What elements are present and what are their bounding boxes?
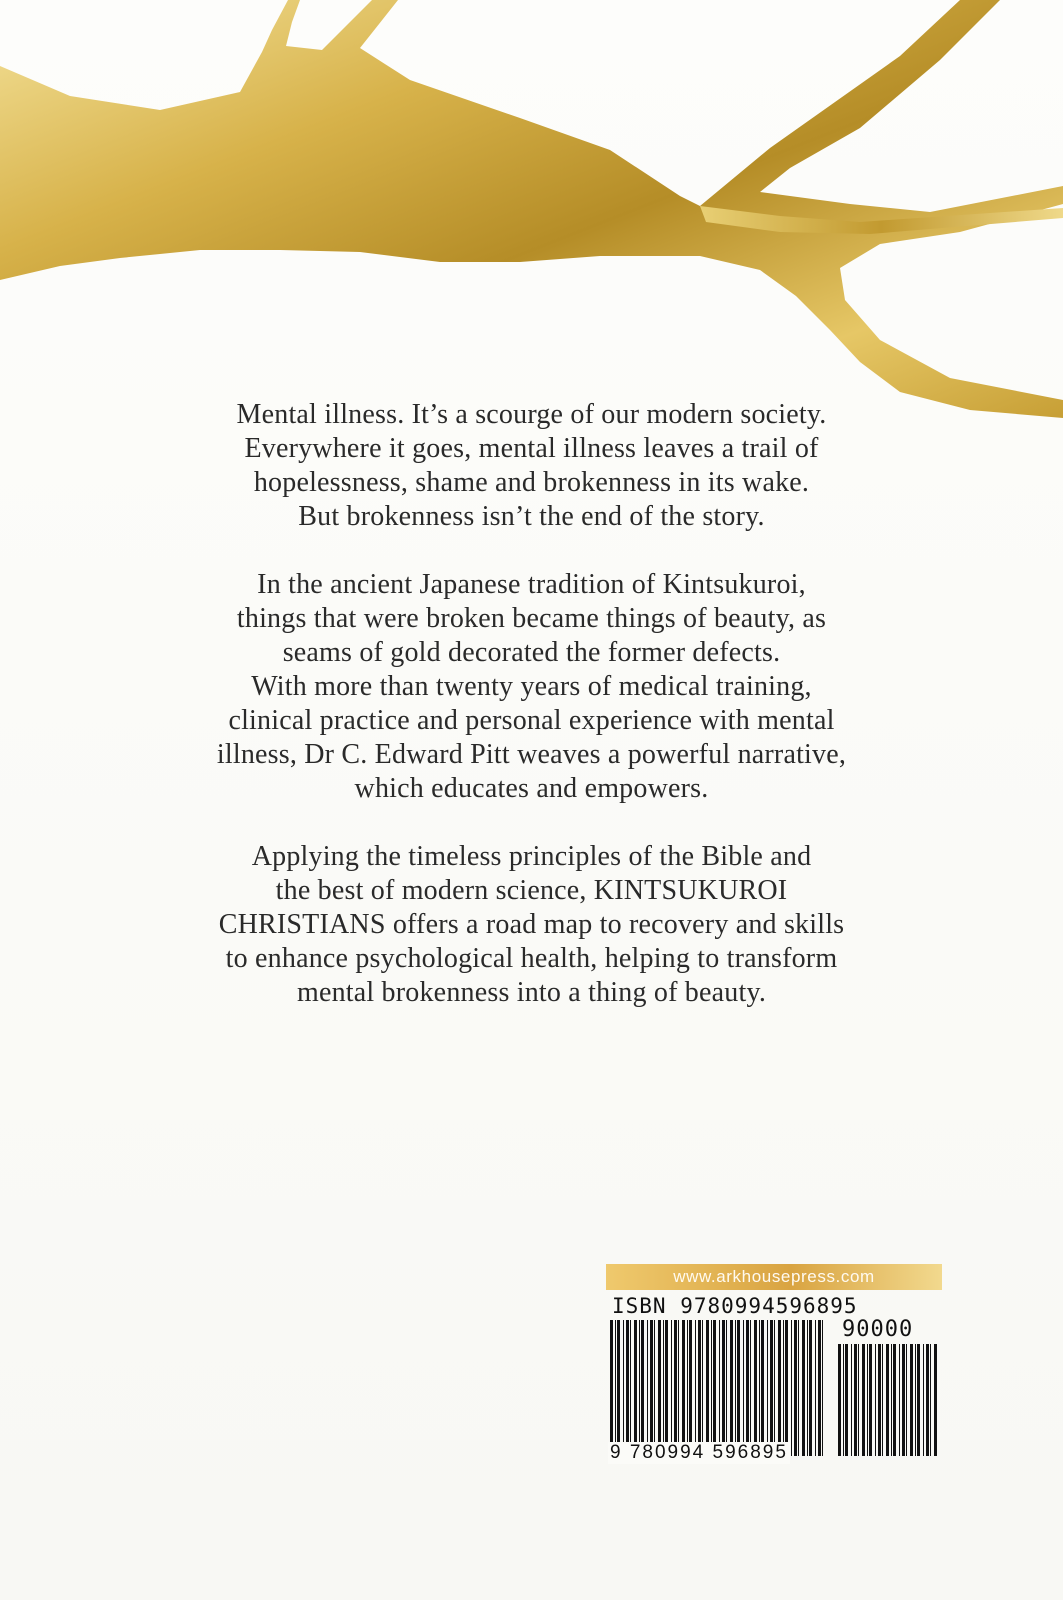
barcode-bar	[682, 1320, 685, 1456]
blurb-line: hopelessness, shame and brokenness in its wake.	[253, 467, 810, 498]
barcode-bar	[822, 1320, 823, 1456]
blurb-paragraph-1	[120, 398, 943, 534]
barcode-bar	[854, 1344, 857, 1456]
barcode-bar	[843, 1344, 844, 1456]
barcode-bar	[743, 1320, 744, 1456]
barcode-bar	[767, 1320, 768, 1456]
barcode-bar	[862, 1344, 865, 1456]
barcode-bar	[678, 1320, 679, 1456]
barcode-bar	[687, 1320, 688, 1456]
barcode-bar	[934, 1344, 937, 1456]
barcode-bar	[722, 1320, 725, 1456]
back-cover-blurb	[120, 398, 943, 1044]
barcode-bar	[910, 1344, 913, 1456]
barcode-bar	[698, 1320, 701, 1456]
isbn-barcode-block	[606, 1264, 942, 1484]
barcode-bar	[634, 1320, 637, 1456]
barcode-bar	[617, 1320, 620, 1456]
barcode-bar	[802, 1320, 805, 1456]
barcode-bar	[783, 1320, 784, 1456]
barcode-bar	[869, 1344, 872, 1456]
barcode-bar	[630, 1320, 631, 1456]
barcode-bar	[695, 1320, 696, 1456]
barcode-bar	[719, 1320, 720, 1456]
blurb-line: In the ancient Japanese tradition of Kintsukuroi,	[257, 569, 806, 600]
barcode-bar	[926, 1344, 929, 1456]
barcode-digits: 9 780994 596895	[610, 1442, 788, 1463]
barcode-bar	[737, 1320, 740, 1456]
blurb-line: to enhance psychological health, helping to transform	[225, 943, 838, 974]
publisher-url: www.arkhousepress.com	[606, 1264, 942, 1290]
blurb-line: seams of gold decorated the former defects.	[282, 637, 781, 668]
barcode-bar	[761, 1320, 764, 1456]
barcode-bar	[882, 1344, 883, 1456]
barcode-bar	[845, 1344, 848, 1456]
barcode-bar	[658, 1320, 661, 1456]
barcode-bar	[867, 1344, 868, 1456]
gold-seam-main	[0, 0, 1063, 418]
blurb-line: which educates and empowers.	[354, 773, 709, 804]
barcode-bar	[778, 1320, 781, 1456]
barcode-bar	[838, 1344, 841, 1456]
barcode-bar	[878, 1344, 881, 1456]
barcode-bar	[735, 1320, 736, 1456]
barcode-bar	[930, 1344, 931, 1456]
barcode-bar	[791, 1320, 792, 1456]
isbn-label: ISBN 9780994596895	[612, 1294, 858, 1318]
barcode-bar	[641, 1320, 644, 1456]
barcode-bar	[754, 1320, 757, 1456]
barcode-bar	[906, 1344, 907, 1456]
barcode-bar	[851, 1344, 852, 1456]
blurb-line: But brokenness isn’t the end of the story.	[298, 501, 765, 532]
barcode-bar	[923, 1344, 924, 1456]
barcode-bar	[626, 1320, 629, 1456]
blurb-line: CHRISTIANS offers a road map to recovery and skills	[218, 909, 845, 940]
barcode-bar	[917, 1344, 920, 1456]
barcode-bar	[647, 1320, 648, 1456]
barcode-bar	[774, 1320, 775, 1456]
blurb-line: Everywhere it goes, mental illness leaves a trail of	[244, 433, 819, 464]
barcode-bar	[615, 1320, 616, 1456]
blurb-paragraph-3	[120, 840, 943, 1010]
barcode-bar	[858, 1344, 859, 1456]
blurb-line: With more than twenty years of medical training,	[251, 671, 812, 702]
barcode-bar	[730, 1320, 733, 1456]
barcode-bar	[711, 1320, 712, 1456]
blurb-line: Applying the timeless principles of the Bible and	[251, 841, 812, 872]
barcode-bar	[794, 1320, 797, 1456]
barcode-bar	[689, 1320, 692, 1456]
blurb-line: the best of modern science, KINTSUKUROI	[275, 875, 788, 906]
barcode-bar	[815, 1320, 816, 1456]
barcode-bar	[654, 1320, 655, 1456]
barcode-bar	[899, 1344, 900, 1456]
barcode-bar	[610, 1320, 613, 1456]
blurb-line: clinical practice and personal experience with mental	[228, 705, 835, 736]
barcode-bar	[750, 1320, 751, 1456]
barcode-bar	[875, 1344, 876, 1456]
barcode-bar	[674, 1320, 677, 1456]
barcode-bar	[623, 1320, 624, 1456]
blurb-line: Mental illness. It’s a scourge of our modern society.	[236, 399, 827, 430]
barcode-bar	[663, 1320, 664, 1456]
barcode-bar	[702, 1320, 703, 1456]
barcode-bar	[671, 1320, 672, 1456]
barcode-bar	[891, 1344, 892, 1456]
barcode-bar	[886, 1344, 889, 1456]
barcode-bar	[915, 1344, 916, 1456]
barcode-bar	[798, 1320, 799, 1456]
barcode-bar	[785, 1320, 788, 1456]
barcode-bar	[639, 1320, 640, 1456]
barcode-addon-digits: 90000	[842, 1317, 914, 1342]
blurb-paragraph-2	[120, 568, 943, 806]
barcode-bar	[650, 1320, 653, 1456]
barcode-bar	[770, 1320, 773, 1456]
barcode-bar	[759, 1320, 760, 1456]
barcode-bar	[665, 1320, 668, 1456]
blurb-line: things that were broken became things of beauty, as	[236, 603, 827, 634]
barcode-bar	[809, 1320, 812, 1456]
barcode-bar	[713, 1320, 716, 1456]
barcode-bar	[893, 1344, 896, 1456]
barcode-bar	[902, 1344, 905, 1456]
barcode-bar	[746, 1320, 749, 1456]
barcode-bar	[807, 1320, 808, 1456]
barcode-bar	[706, 1320, 709, 1456]
blurb-line: mental brokenness into a thing of beauty.	[296, 977, 767, 1008]
blurb-line: illness, Dr C. Edward Pitt weaves a powerful narrative,	[216, 739, 847, 770]
barcode-bar	[726, 1320, 727, 1456]
barcode-bar	[818, 1320, 821, 1456]
